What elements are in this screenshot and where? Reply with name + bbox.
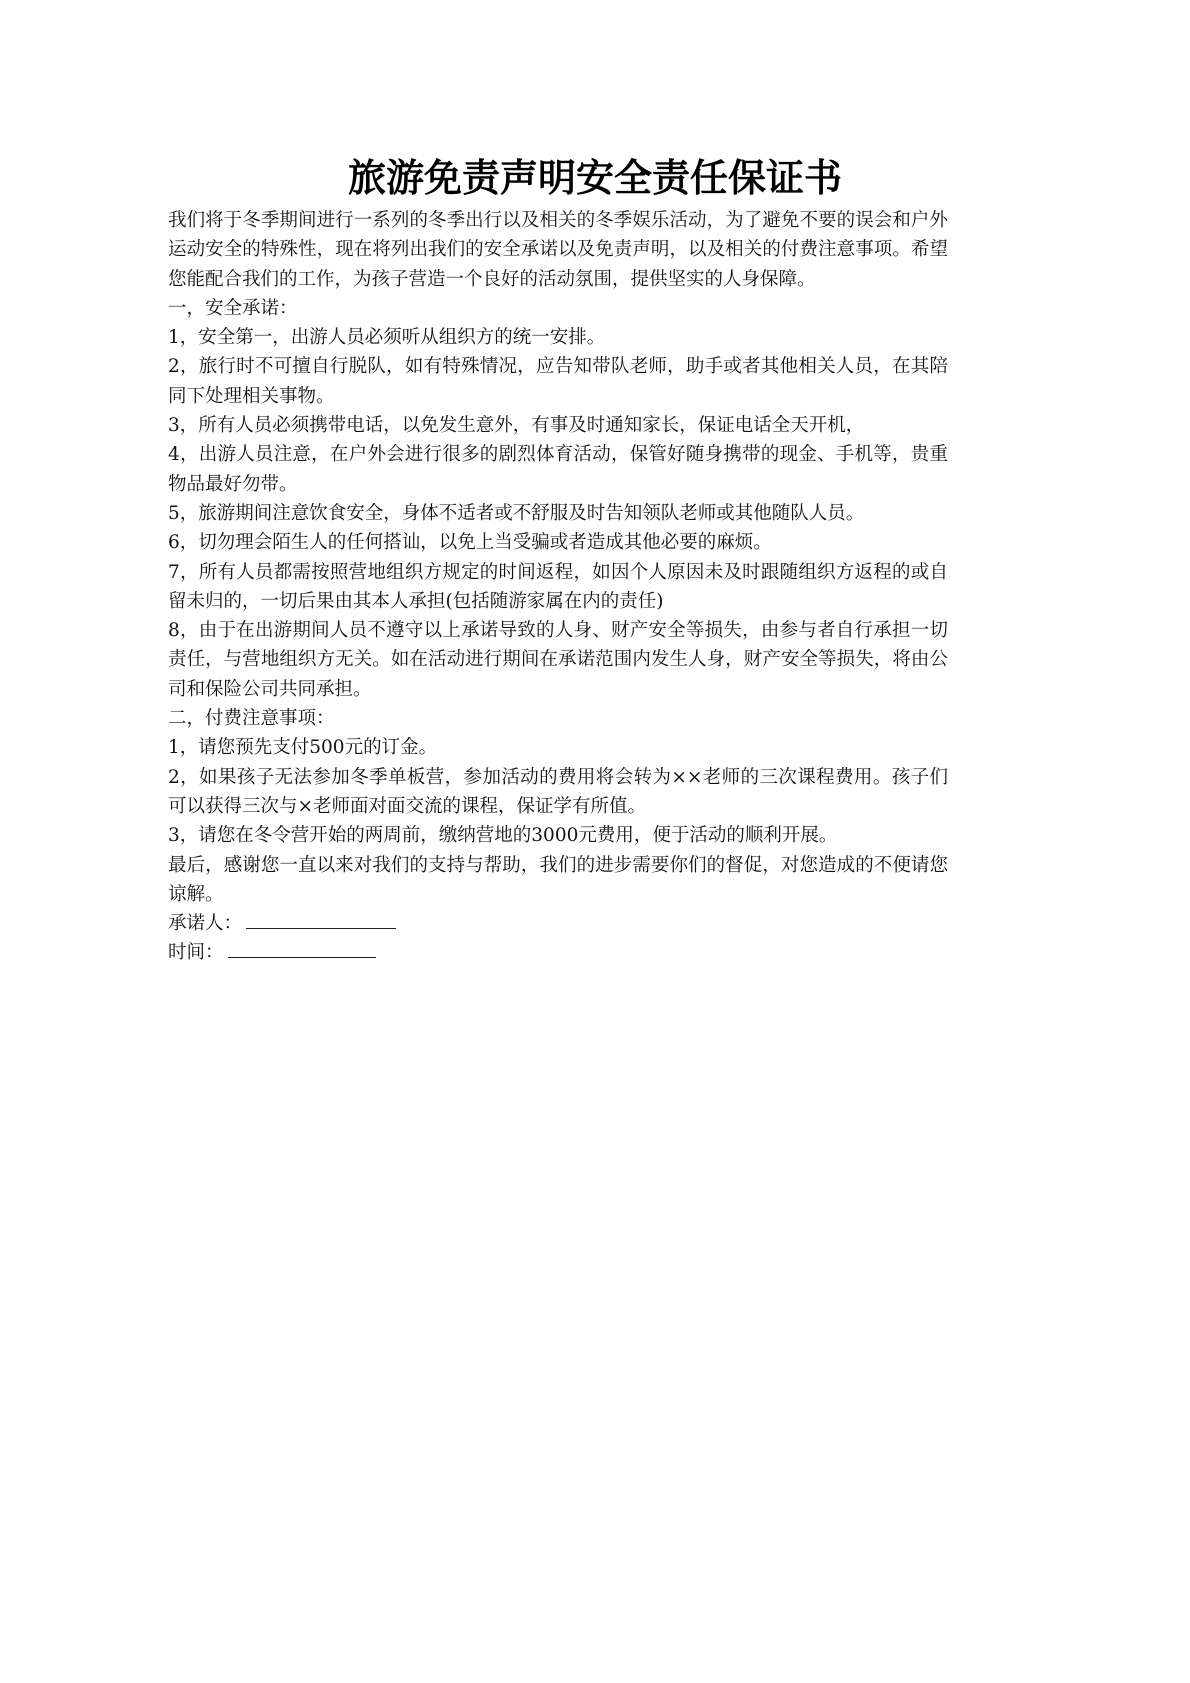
safety-item: 1，安全第一，出游人员必须听从组织方的统一安排。 bbox=[168, 327, 606, 349]
promisor-blank-field[interactable] bbox=[246, 910, 396, 929]
section-heading-safety: 一，安全承诺： bbox=[168, 297, 298, 319]
closing-paragraph: 最后，感谢您一直以来对我们的支持与帮助，我们的进步需要你们的督促，对您造成的不便请您谅解。 bbox=[168, 854, 948, 905]
safety-item: 2，旅行时不可擅自行脱队，如有特殊情况，应告知带队老师，助手或者其他相关人员，在其陪同下处理相关事物。 bbox=[168, 356, 948, 407]
safety-item: 5，旅游期间注意饮食安全，身体不适者或不舒服及时告知领队老师或其他随队人员。 bbox=[168, 502, 865, 524]
date-blank-field[interactable] bbox=[228, 939, 376, 958]
safety-item: 3，所有人员必须携带电话，以免发生意外，有事及时通知家长，保证电话全天开机， bbox=[168, 415, 865, 437]
intro-paragraph: 我们将于冬季期间进行一系列的冬季出行以及相关的冬季娱乐活动，为了避免不要的误会和户外运动安全的特殊性，现在将列出我们的安全承诺以及免责声明，以及相关的付费注意事项。希望您能配合我们的工作，为孩子营造一个良好的活动氛围，提供坚实的人身保障。 bbox=[168, 210, 948, 290]
section-heading-payment: 二，付费注意事项： bbox=[168, 708, 335, 730]
document-title: 旅游免责声明安全责任保证书 bbox=[347, 156, 842, 200]
document-body bbox=[168, 206, 948, 968]
safety-item: 8，由于在出游期间人员不遵守以上承诺导致的人身、财产安全等损失，由参与者自行承担一切责任，与营地组织方无关。如在活动进行期间在承诺范围内发生人身，财产安全等损失，将由公司和保险公司共同承担。 bbox=[168, 620, 948, 700]
safety-item: 4，出游人员注意，在户外会进行很多的剧烈体育活动，保管好随身携带的现金、手机等，贵重物品最好勿带。 bbox=[168, 444, 948, 495]
payment-item: 3，请您在冬令营开始的两周前，缴纳营地的3000元费用，便于活动的顺利开展。 bbox=[168, 825, 838, 847]
payment-item: 2，如果孩子无法参加冬季单板营，参加活动的费用将会转为××老师的三次课程费用。孩子们可以获得三次与×老师面对面交流的课程，保证学有所值。 bbox=[168, 766, 948, 817]
date-label: 时间： bbox=[168, 942, 224, 964]
safety-item: 7，所有人员都需按照营地组织方规定的时间返程，如因个人原因未及时跟随组织方返程的或自留未归的，一切后果由其本人承担(包括随游家属在内的责任) bbox=[168, 561, 948, 612]
payment-item: 1，请您预先支付500元的订金。 bbox=[168, 737, 438, 759]
safety-item: 6，切勿理会陌生人的任何搭讪，以免上当受骗或者造成其他必要的麻烦。 bbox=[168, 532, 772, 554]
date-line bbox=[168, 938, 948, 967]
promisor-label: 承诺人： bbox=[168, 913, 243, 935]
promisor-line bbox=[168, 909, 948, 938]
